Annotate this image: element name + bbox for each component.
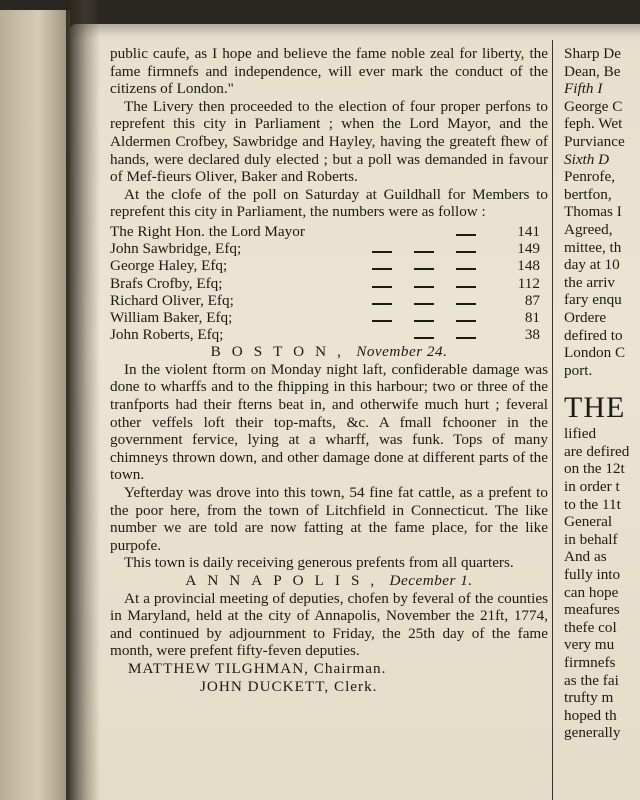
fragment-line: port. (564, 361, 593, 379)
candidate-name: Richard Oliver, Efq; (110, 291, 234, 309)
paragraph-poll-intro: At the clofe of the poll on Saturday at Guildhall for Members to reprefent this city in Parliament, the numbers were as follow : (110, 185, 548, 221)
fragment-line: can hope (564, 583, 619, 601)
dateline-date: December 1. (389, 571, 473, 589)
fragment-line: bertfon, (564, 185, 612, 203)
fragment-line: in behalf (564, 530, 618, 548)
vote-count: 87 (524, 291, 540, 309)
poll-row (110, 309, 548, 326)
fragment-line: lified (564, 425, 597, 443)
column-rule (552, 40, 553, 800)
candidate-name: The Right Hon. the Lord Mayor (110, 222, 305, 240)
fragment-line: Sixth D (564, 150, 610, 168)
fragment-line: Fifth I (564, 80, 603, 98)
candidate-name: George Haley, Efq; (110, 257, 228, 275)
candidate-name: John Roberts, Efq; (110, 326, 224, 344)
paragraph-livery: The Livery then proceeded to the election of four proper perfons to reprefent this city in Parliament ; when the Lord Mayor, and the Aldermen Crofbey, Sawbridge and Hayley, having the greateft fhew of hands, were declared duly elected ; but a poll was demanded in favour of Mef-fieurs Oliver, Baker and Roberts. (110, 97, 548, 186)
signature-clerk: JOHN DUCKETT, Clerk. (200, 677, 378, 695)
fragment-line: fary enqu (564, 291, 622, 309)
fragment-line: to the 11t (564, 495, 621, 513)
fragment-line: very mu (564, 636, 615, 654)
poll-row (110, 275, 548, 292)
drop-cap-heading: THE (564, 391, 626, 425)
signature-chairman: MATTHEW TILGHMAN, Chairman. (128, 659, 387, 677)
fragment-line: in order t (564, 478, 620, 496)
fragment-line: firmnefs (564, 654, 616, 671)
vote-count: 38 (524, 326, 540, 344)
fragment-line: Agreed, (564, 220, 613, 238)
leader-dashes (305, 234, 506, 240)
fragment-line: George C (564, 97, 623, 115)
fragment-line: trufty m (564, 689, 614, 707)
paragraph-storm: In the violent ftorm on Monday night laft, confiderable damage was done to wharffs and to the fhipping in this harbour; two or three of the tranfports had their fterns beat in, and otherwife much hurt ; feveral other veffels loft their top-mafts, &c. A fmall fchooner in the government fervice, lying at a wharff, was funk. Tops of many chimneys thrown down, and other damage done at different parts of the town. (110, 360, 548, 484)
fragment-line: Purviance (564, 132, 625, 150)
fragment-line: General (564, 513, 613, 531)
fragment-line: generally (564, 724, 621, 742)
candidate-name: Brafs Crofby, Efq; (110, 274, 223, 292)
dateline-boston (110, 343, 548, 361)
vote-count: 141 (517, 222, 540, 240)
leader-dashes (222, 286, 506, 292)
fragment-line: Thomas I (564, 203, 622, 221)
fragment-line: mittee, th (564, 238, 622, 256)
paragraph-cattle: Yefterday was drove into this town, 54 fine fat cattle, as a prefent to the poor here, from the town of Litchfield in Connecticut. The like number we are told are now fatting at the fame place, for the like purpofe. (110, 484, 548, 554)
fragment-line: hoped th (564, 706, 617, 724)
vote-count: 149 (517, 240, 540, 258)
fragment-line: thefe col (564, 618, 617, 636)
fragment-line: feph. Wet (564, 115, 623, 133)
leader-dashes (227, 268, 506, 274)
leader-dashes (234, 303, 506, 309)
dateline-place: BOSTON, (210, 343, 352, 361)
fragment-line: Penrofe, (564, 168, 616, 186)
fragment-line: And as (564, 548, 607, 566)
dateline-place: ANNAPOLIS, (185, 571, 386, 589)
fragment-line: London C (564, 344, 626, 362)
candidate-name: William Baker, Efq; (110, 308, 233, 326)
paragraph-presents: This town is daily receiving generous prefents from all quarters. (124, 554, 514, 572)
fragment-line: Sharp De (564, 45, 621, 62)
candidate-name: John Sawbridge, Efq; (110, 240, 242, 258)
paragraph-provincial-meeting: At a provincial meeting of deputies, chofen by feveral of the counties in Maryland, held at the city of Annapolis, November the 21ft, 1774, and continued by adjournment to Friday, the 25th day of the fame month, were prefent fifty-feven deputies. (110, 589, 548, 660)
fragment-line: on the 12t (564, 460, 625, 478)
poll-row (110, 292, 548, 309)
left-column (110, 45, 548, 695)
poll-row (110, 240, 548, 257)
poll-row (110, 257, 548, 274)
fragment-line: fully into (564, 566, 621, 584)
fragment-line: defired to (564, 326, 623, 344)
vote-count: 81 (524, 308, 540, 326)
vote-count: 112 (517, 274, 540, 292)
fragment-line: the arriv (564, 273, 616, 291)
dateline-date: November 24. (356, 343, 448, 361)
paragraph-zeal: public caufe, as I hope and believe the fame noble zeal for liberty, the fame firmnefs and independence, will ever mark the conduct of the citizens of London." (110, 45, 548, 98)
leader-dashes (223, 337, 506, 343)
poll-row (110, 326, 548, 343)
leader-dashes (241, 251, 506, 257)
poll-row (110, 223, 548, 240)
page-gutter-shadow (66, 0, 100, 800)
vote-count: 148 (517, 257, 540, 275)
fragment-line: are defired (564, 442, 630, 460)
fragment-line: meafures (564, 601, 620, 619)
poll-results-table (110, 223, 548, 343)
leader-dashes (232, 320, 506, 326)
fragment-line: Ordere (564, 308, 607, 326)
fragment-line: as the fai (564, 671, 619, 689)
dateline-annapolis (110, 572, 548, 590)
fragment-line: day at 10 (564, 256, 620, 274)
left-page-edge (0, 10, 70, 800)
right-column-fragment (564, 45, 640, 742)
fragment-line: Dean, Be (564, 62, 621, 80)
